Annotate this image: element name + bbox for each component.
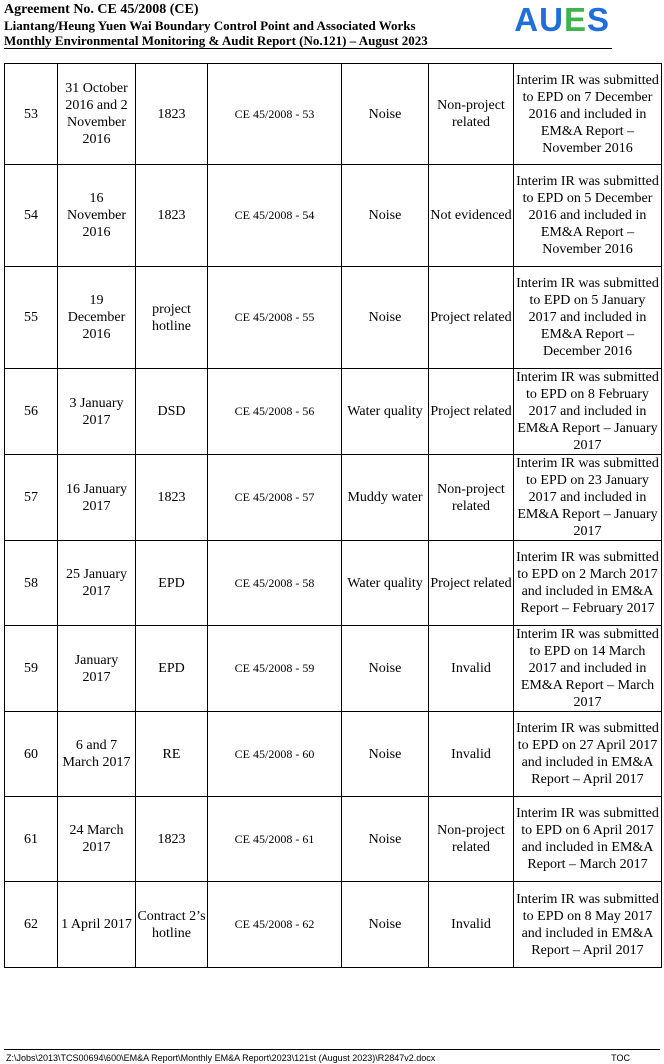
header-rule xyxy=(4,48,612,49)
cell-ref: CE 45/2008 - 54 xyxy=(208,165,342,267)
cell-source: 1823 xyxy=(136,165,208,267)
cell-date: 6 and 7 March 2017 xyxy=(58,712,136,797)
cell-ref: CE 45/2008 - 60 xyxy=(208,712,342,797)
complaint-log-table xyxy=(4,63,662,968)
cell-date: 25 January 2017 xyxy=(58,541,136,626)
cell-remarks: Interim IR was submitted to EPD on 23 January 2017 and included in EM&A Report – January 2017 xyxy=(514,455,662,541)
table-row xyxy=(5,455,662,541)
cell-type: Noise xyxy=(342,626,429,712)
table-row xyxy=(5,369,662,455)
cell-status: Project related xyxy=(429,541,514,626)
table-row xyxy=(5,712,662,797)
cell-ref: CE 45/2008 - 56 xyxy=(208,369,342,455)
cell-source: EPD xyxy=(136,626,208,712)
cell-status: Project related xyxy=(429,369,514,455)
cell-type: Water quality xyxy=(342,541,429,626)
cell-date: 19 December 2016 xyxy=(58,267,136,369)
cell-ref: CE 45/2008 - 61 xyxy=(208,797,342,882)
cell-ref: CE 45/2008 - 58 xyxy=(208,541,342,626)
project-title: Liantang/Heung Yuen Wai Boundary Control Point and Associated Works xyxy=(4,17,416,33)
cell-ref: CE 45/2008 - 59 xyxy=(208,626,342,712)
cell-type: Noise xyxy=(342,882,429,968)
cell-remarks: Interim IR was submitted to EPD on 27 April 2017 and included in EM&A Report – April 2017 xyxy=(514,712,662,797)
cell-remarks: Interim IR was submitted to EPD on 6 April 2017 and included in EM&A Report – March 2017 xyxy=(514,797,662,882)
cell-status: Non-project related xyxy=(429,455,514,541)
table-row xyxy=(5,797,662,882)
cell-remarks: Interim IR was submitted to EPD on 14 March 2017 and included in EM&A Report – March 2017 xyxy=(514,626,662,712)
cell-no: 56 xyxy=(5,369,58,455)
table-row xyxy=(5,626,662,712)
cell-no: 55 xyxy=(5,267,58,369)
table-row xyxy=(5,882,662,968)
table-row xyxy=(5,165,662,267)
cell-status: Non-project related xyxy=(429,797,514,882)
cell-ref: CE 45/2008 - 55 xyxy=(208,267,342,369)
table-row xyxy=(5,541,662,626)
cell-status: Invalid xyxy=(429,882,514,968)
cell-no: 62 xyxy=(5,882,58,968)
report-title: Monthly Environmental Monitoring & Audit Report (No.121) – August 2023 xyxy=(4,33,428,48)
cell-ref: CE 45/2008 - 57 xyxy=(208,455,342,541)
agreement-number: Agreement No. CE 45/2008 (CE) xyxy=(4,2,199,17)
cell-type: Noise xyxy=(342,64,429,165)
cell-date: January 2017 xyxy=(58,626,136,712)
cell-no: 60 xyxy=(5,712,58,797)
cell-status: Non-project related xyxy=(429,64,514,165)
toc-link[interactable]: TOC xyxy=(611,1053,630,1063)
cell-source: 1823 xyxy=(136,64,208,165)
cell-source: project hotline xyxy=(136,267,208,369)
cell-date: 24 March 2017 xyxy=(58,797,136,882)
table-body xyxy=(5,64,662,968)
cell-no: 53 xyxy=(5,64,58,165)
cell-type: Noise xyxy=(342,712,429,797)
cell-source: RE xyxy=(136,712,208,797)
cell-no: 58 xyxy=(5,541,58,626)
table-row xyxy=(5,64,662,165)
cell-date: 1 April 2017 xyxy=(58,882,136,968)
cell-remarks: Interim IR was submitted to EPD on 8 February 2017 and included in EM&A Report – January 2017 xyxy=(514,369,662,455)
cell-remarks: Interim IR was submitted to EPD on 8 May 2017 and included in EM&A Report – April 2017 xyxy=(514,882,662,968)
aues-logo: AUES xyxy=(514,1,610,38)
cell-no: 59 xyxy=(5,626,58,712)
cell-status: Not evidenced xyxy=(429,165,514,267)
cell-type: Noise xyxy=(342,797,429,882)
cell-no: 61 xyxy=(5,797,58,882)
file-path: Z:\Jobs\2013\TCS00694\600\EM&A Report\Monthly EM&A Report\2023\121st (August 2023)\R2847v2.docx xyxy=(6,1053,436,1063)
cell-remarks: Interim IR was submitted to EPD on 5 December 2016 and included in EM&A Report – November 2016 xyxy=(514,165,662,267)
table-row xyxy=(5,267,662,369)
cell-no: 57 xyxy=(5,455,58,541)
cell-date: 16 January 2017 xyxy=(58,455,136,541)
cell-type: Noise xyxy=(342,165,429,267)
cell-type: Water quality xyxy=(342,369,429,455)
cell-date: 31 October 2016 and 2 November 2016 xyxy=(58,64,136,165)
cell-ref: CE 45/2008 - 53 xyxy=(208,64,342,165)
cell-source: 1823 xyxy=(136,455,208,541)
cell-date: 3 January 2017 xyxy=(58,369,136,455)
cell-ref: CE 45/2008 - 62 xyxy=(208,882,342,968)
cell-source: DSD xyxy=(136,369,208,455)
cell-no: 54 xyxy=(5,165,58,267)
page-footer xyxy=(4,1049,660,1063)
cell-date: 16 November 2016 xyxy=(58,165,136,267)
cell-remarks: Interim IR was submitted to EPD on 5 January 2017 and included in EM&A Report – December 2016 xyxy=(514,267,662,369)
cell-remarks: Interim IR was submitted to EPD on 2 March 2017 and included in EM&A Report – February 2017 xyxy=(514,541,662,626)
cell-source: EPD xyxy=(136,541,208,626)
cell-status: Project related xyxy=(429,267,514,369)
cell-type: Noise xyxy=(342,267,429,369)
cell-source: 1823 xyxy=(136,797,208,882)
cell-status: Invalid xyxy=(429,712,514,797)
cell-status: Invalid xyxy=(429,626,514,712)
cell-remarks: Interim IR was submitted to EPD on 7 December 2016 and included in EM&A Report – November 2016 xyxy=(514,64,662,165)
cell-type: Muddy water xyxy=(342,455,429,541)
cell-source: Contract 2’s hotline xyxy=(136,882,208,968)
